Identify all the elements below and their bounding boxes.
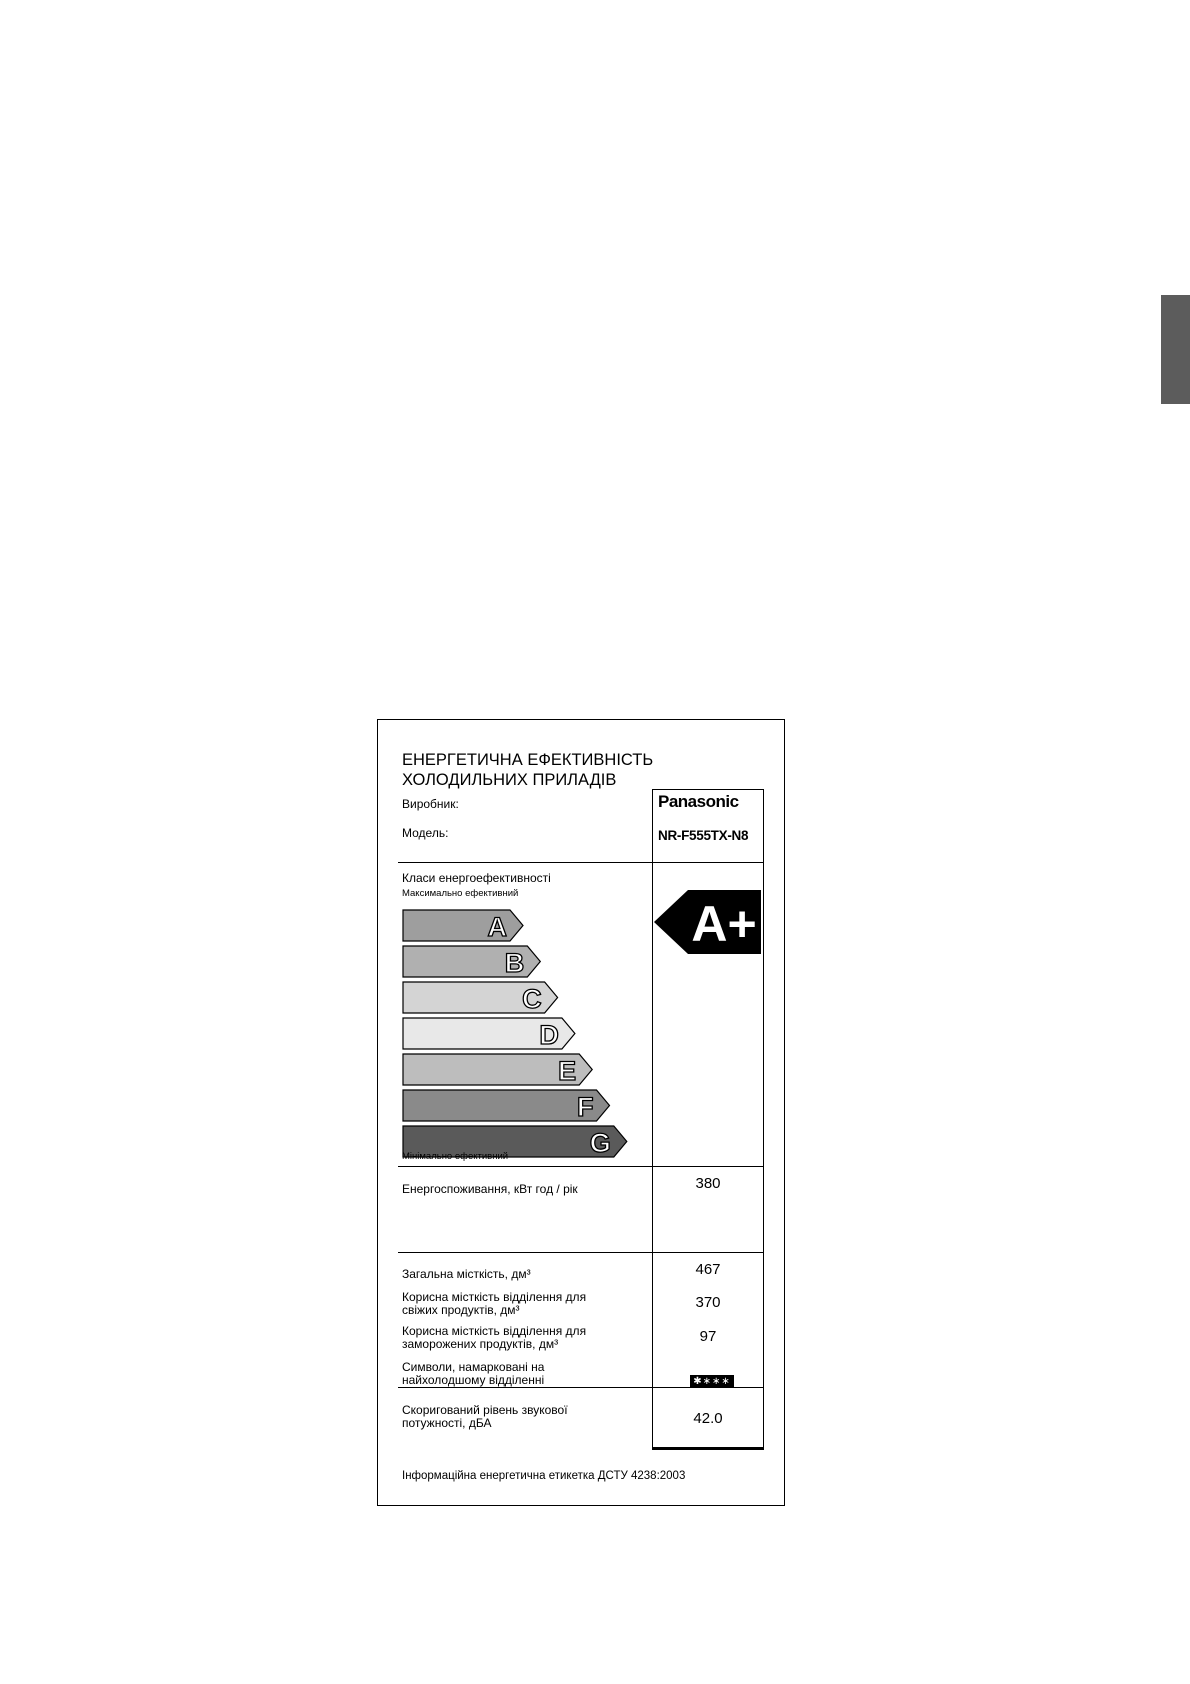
frozen-capacity-label	[402, 1325, 586, 1351]
manufacturer-label: Виробник:	[402, 797, 459, 811]
rating-arrow	[654, 890, 774, 960]
class-letter-b: B	[504, 948, 525, 978]
fresh-capacity-label	[402, 1291, 586, 1317]
fresh-label-line-1: Корисна місткість відділення для	[402, 1290, 587, 1304]
class-letter-a: A	[487, 912, 507, 942]
symbols-label	[402, 1361, 544, 1387]
frozen-capacity-value: 97	[699, 1328, 717, 1345]
consumption-value: 380	[695, 1175, 721, 1192]
symbols-label-line-2: найхолодшому відділенні	[402, 1373, 545, 1387]
total-capacity-value: 467	[695, 1261, 721, 1278]
title-line-1: ЕНЕРГЕТИЧНА ЕФЕКТИВНІСТЬ	[402, 751, 654, 769]
model-value: NR-F555TX-N8	[658, 828, 749, 843]
min-efficient-label: Мінімально ефективний	[402, 1151, 509, 1162]
side-tab-marker	[1161, 295, 1190, 404]
divider	[398, 1252, 764, 1253]
divider	[398, 1166, 764, 1167]
title-line-2: ХОЛОДИЛЬНИХ ПРИЛАДІВ	[402, 771, 617, 789]
noise-value: 42.0	[693, 1410, 723, 1427]
energy-label	[377, 719, 785, 1506]
freezer-star-icon: ✱∗∗∗	[690, 1375, 734, 1388]
fresh-label-line-2: свіжих продуктів, дм³	[402, 1303, 520, 1317]
class-letter-g: G	[589, 1128, 611, 1158]
classes-heading: Класи енергоефективності	[402, 871, 551, 885]
footer-note: Інформаційна енергетична етикетка ДСТУ 4238:2003	[402, 1470, 686, 1482]
divider	[398, 1387, 764, 1388]
frozen-label-line-1: Корисна місткість відділення для	[402, 1324, 587, 1338]
manufacturer-logo: Panasonic	[658, 792, 739, 811]
consumption-label: Енергоспоживання, кВт год / рік	[402, 1182, 578, 1196]
fresh-capacity-value: 370	[695, 1294, 721, 1311]
class-letter-d: D	[539, 1020, 559, 1050]
frozen-label-line-2: заморожених продуктів, дм³	[402, 1337, 559, 1351]
total-capacity-label: Загальна місткість, дм³	[402, 1267, 531, 1281]
noise-label-line-1: Скоригований рівень звукової	[402, 1403, 568, 1417]
model-label: Модель:	[402, 826, 449, 840]
efficiency-class-scale	[378, 720, 786, 1507]
symbols-label-line-1: Символи, намарковані на	[402, 1360, 545, 1374]
class-letter-e: E	[558, 1056, 577, 1086]
rating-value: A+	[691, 896, 757, 952]
noise-label-line-2: потужності, дБА	[402, 1416, 492, 1430]
noise-label	[402, 1404, 568, 1430]
class-letter-c: C	[522, 984, 542, 1014]
class-letter-f: F	[577, 1092, 594, 1122]
max-efficient-label: Максимально ефективний	[402, 888, 519, 899]
